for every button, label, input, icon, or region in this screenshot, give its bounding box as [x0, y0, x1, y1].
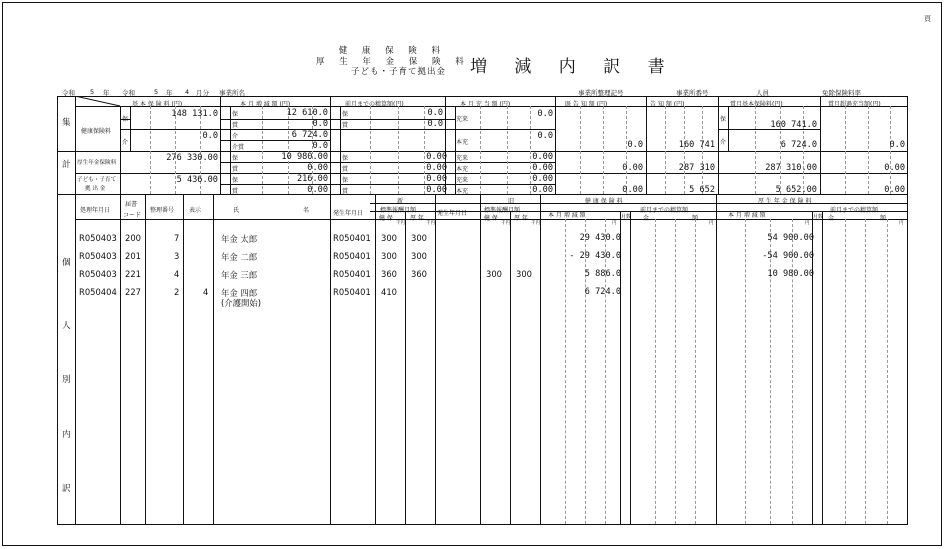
row-health: - 29 430.0 — [569, 251, 621, 261]
hdr-health-month: 月数 — [621, 214, 632, 220]
hdr-occur-date-old: 発生年月日 — [437, 210, 468, 217]
office-code-label: 事業所整理記号 — [578, 89, 624, 97]
row-display: 4 — [203, 287, 209, 297]
hdr-old: 旧 — [508, 198, 515, 205]
health-inc-kaisho: 0.0 — [312, 141, 328, 151]
row-occur: R050401 — [333, 251, 371, 261]
pension-honju-label: 本充 — [456, 166, 469, 173]
pension-inc-ho: 10 980.00 — [281, 152, 328, 162]
hdr-health-prev: 前月までの精算額 — [640, 207, 689, 214]
header-era2: 令和 — [122, 89, 135, 97]
pension-base: 276 330.00 — [166, 153, 218, 163]
hdr-occur-date-new: 発生年月日 — [333, 210, 364, 217]
unit-thousand-4: 千円 — [531, 221, 540, 226]
sidebar-summary-1: 集 — [62, 118, 71, 128]
child-inc-ho-label: 保 — [232, 177, 239, 184]
hdr-kenpo-old: 健 保 — [484, 215, 498, 222]
child-honju-label: 本充 — [456, 188, 469, 195]
child-jyu: 0.00 — [532, 174, 553, 184]
hdr-name-a: 氏 — [233, 207, 240, 214]
row-kosei: 300 — [411, 251, 427, 261]
row-health: 29 430.0 — [579, 233, 621, 243]
hdr-prev-notice: 既 告 知 額 (円) — [565, 101, 608, 108]
pension-bonus: 287 310.00 — [765, 163, 817, 173]
row-kenpo: 300 — [381, 251, 397, 261]
health-prev-sho-label: 賞 — [342, 122, 349, 129]
pension-jyu: 0.00 — [532, 152, 553, 162]
row-kenpo: 360 — [381, 269, 397, 279]
child-inc-ho: 216.00 — [296, 174, 328, 184]
pension-prev-sho: 0.00 — [426, 163, 447, 173]
insurance-type-pension: 厚 生 年 金 保 険 料 — [316, 56, 470, 67]
office-number-label: 事業所番号 — [676, 89, 709, 97]
row-pension: -54 900.00 — [762, 251, 814, 261]
health-bonus-kai: 6 724.0 — [780, 140, 817, 150]
health-jyu: 0.0 — [537, 109, 553, 119]
health-bonus-ho-label: 保 — [720, 116, 727, 123]
health-prev-ho: 0.0 — [427, 108, 443, 118]
sidebar-individual-5: 訳 — [62, 484, 71, 494]
hdr-health-amount-b: 額 — [692, 215, 699, 222]
insurance-types — [316, 46, 470, 78]
sidebar-individual-2: 人 — [62, 321, 71, 331]
child-prev-sho-label: 賞 — [342, 188, 349, 195]
unit-yen-1: 円 — [612, 221, 617, 226]
hdr-kind-code-2: コード — [123, 212, 142, 219]
pension-inc-sho-label: 賞 — [232, 166, 239, 173]
hdr-serial: 整理番号 — [150, 207, 175, 214]
hdr-pension-ins: 厚 生 年 金 保 険 料 — [758, 198, 812, 205]
health-inc-ho-label: 保 — [232, 111, 239, 118]
health-notice: 160 741 — [678, 140, 715, 150]
pension-prev-ho-label: 保 — [342, 155, 349, 162]
pension-jyu-label: 充来 — [456, 155, 469, 162]
child-label-2: 拠 出 金 — [85, 186, 106, 192]
child-inc-sho: 0.00 — [307, 185, 328, 195]
row-occur: R050401 — [333, 233, 371, 243]
row-name-note: (介護開始) — [221, 298, 262, 308]
row-serial: 7 — [174, 233, 180, 243]
child-honju: 0.00 — [532, 185, 553, 195]
hdr-kosei-old: 厚 年 — [514, 215, 528, 222]
health-prev-ho-label: 保 — [342, 111, 349, 118]
health-bonus-kai-label: 介 — [720, 139, 727, 146]
hdr-name-b: 名 — [303, 207, 310, 214]
health-sub-ho: 保 — [122, 116, 129, 123]
child-prev-ho: 0.00 — [426, 174, 447, 184]
office-name-label: 事業所名 — [219, 89, 245, 97]
health-base-ho: 148 131.0 — [171, 109, 218, 119]
pension-prev-ho: 0.00 — [426, 152, 447, 162]
hdr-bonus-base: 賞月基本保険料(円) — [730, 101, 783, 108]
row-name: 年金 二郎 — [221, 252, 258, 262]
child-label-1: 子ども・子育て — [77, 177, 117, 183]
pension-inc-ho-label: 保 — [232, 155, 239, 162]
hdr-pension-monthly: 本 月 増 減 額 — [728, 212, 766, 219]
health-label: 健康保険料 — [81, 128, 112, 135]
row-serial: 4 — [174, 269, 180, 279]
row-kosei: 300 — [411, 233, 427, 243]
health-bonus-ho: 160 741.0 — [770, 120, 817, 130]
unit-thousand-1: 千円 — [396, 221, 405, 226]
health-inc-kai-label: 介 — [232, 133, 239, 140]
pension-honju: 0.00 — [532, 163, 553, 173]
health-exceed: 0.0 — [889, 140, 905, 150]
page-mark: 頁 — [924, 15, 931, 23]
unit-yen-3: 円 — [805, 221, 810, 226]
sidebar-individual-4: 内 — [62, 430, 71, 440]
pension-prev-sho-label: 賞 — [342, 166, 349, 173]
hdr-pension-prev: 前月までの精算額 — [830, 207, 879, 214]
child-jyu-label: 充来 — [456, 177, 469, 184]
hdr-new: 新 — [397, 198, 404, 205]
pension-exceed: 0.00 — [884, 163, 905, 173]
hdr-std-salary-new: 標準報酬月額 — [380, 207, 417, 214]
hdr-prev-settle: 前月までの精算額(円) — [345, 101, 404, 108]
hdr-health-amount-a: 金 — [643, 215, 650, 222]
row-pension: 54 900.00 — [767, 233, 814, 243]
hdr-kenpo-new: 健 保 — [379, 215, 393, 222]
header-val3: 4 — [185, 88, 190, 96]
row-serial: 3 — [174, 251, 180, 261]
sidebar-summary-2: 計 — [62, 160, 71, 170]
row-kosei: 360 — [411, 269, 427, 279]
sidebar-individual-3: 別 — [62, 375, 71, 385]
header-unit2: 年 — [166, 89, 173, 97]
row-code: 221 — [125, 269, 141, 279]
pension-label: 厚生年金保険料 — [77, 160, 117, 166]
child-bonus: 5 652.00 — [775, 185, 817, 195]
header-unit1: 年 — [103, 89, 110, 97]
health-base-kai: 0.0 — [202, 131, 218, 141]
hdr-pension-month: 月数 — [813, 214, 824, 220]
hdr-monthly-change: 本 月 増 減 額 (円) — [240, 101, 291, 108]
header-val1: 5 — [90, 88, 95, 96]
child-inc-sho-label: 賞 — [232, 188, 239, 195]
row-code: 201 — [125, 251, 141, 261]
row-date: R050404 — [79, 287, 117, 297]
child-exceed: 0.00 — [884, 185, 905, 195]
sidebar-individual-1: 個 — [62, 258, 71, 268]
row-occur: R050401 — [333, 269, 371, 279]
header-unit3: 月分 — [196, 89, 209, 97]
health-inc-kaisho-label: 介賞 — [232, 144, 245, 151]
header-era1: 令和 — [62, 89, 75, 97]
insurance-type-health: 健 康 保 険 料 — [338, 46, 446, 56]
exempt-rate-label: 免除保険料率 — [822, 89, 861, 97]
child-prev-ho-label: 保 — [342, 177, 349, 184]
unit-yen-4: 円 — [899, 221, 904, 226]
health-jyu-label: 充来 — [456, 116, 469, 123]
unit-yen-2: 円 — [709, 221, 714, 226]
row-name: 年金 四郎 — [221, 288, 258, 298]
pension-notice: 287 310 — [678, 163, 715, 173]
row-old-kenpo: 300 — [486, 269, 502, 279]
hdr-notice: 告 知 額 (円) — [650, 101, 685, 108]
hdr-kind-code-1: 届書 — [125, 201, 138, 208]
child-prev-sho: 0.00 — [426, 185, 447, 195]
header-val2: 5 — [154, 88, 159, 96]
row-code: 200 — [125, 233, 141, 243]
pension-inc-sho: 0.00 — [307, 163, 328, 173]
row-kenpo: 410 — [381, 287, 397, 297]
row-old-kosei: 300 — [516, 269, 532, 279]
row-name: 年金 三郎 — [221, 270, 258, 280]
health-inc-sho: 0.0 — [312, 119, 328, 129]
unit-thousand-3: 千円 — [501, 221, 510, 226]
row-date: R050403 — [79, 233, 117, 243]
health-honju-label: 本充 — [456, 139, 469, 146]
hdr-health-monthly: 本 月 増 減 額 — [548, 212, 586, 219]
document-title: 増 減 内 訳 書 — [470, 57, 676, 77]
hdr-std-salary-old: 標準報酬月額 — [484, 207, 521, 214]
row-occur: R050401 — [333, 287, 371, 297]
health-prev-sho: 0.0 — [427, 119, 443, 129]
hdr-monthly-alloc: 本 月 充 当 額 (円) — [460, 101, 511, 108]
hdr-display: 表示 — [189, 207, 202, 214]
health-honju: 0.0 — [537, 131, 553, 141]
insurance-type-child: 子ども・子育て拠出金 — [350, 67, 446, 77]
row-serial: 2 — [174, 287, 180, 297]
child-base: 5 436.00 — [176, 175, 218, 185]
hdr-pension-amount-a: 金 — [828, 215, 835, 222]
hdr-bonus-exceed: 賞月超過充当額(円) — [828, 101, 881, 108]
health-prev-notice: 0.0 — [627, 140, 643, 150]
health-inc-kai: 6 724.0 — [291, 130, 328, 140]
row-health: 6 724.0 — [584, 287, 621, 297]
unit-thousand-2: 千円 — [426, 221, 435, 226]
hdr-base-premium: 基 本 保 険 料 (円) — [132, 101, 183, 108]
corner-diagonal — [75, 96, 121, 107]
row-date: R050403 — [79, 269, 117, 279]
row-name: 年金 太郎 — [221, 234, 258, 244]
row-code: 227 — [125, 287, 141, 297]
persons-label: 人員 — [756, 89, 769, 97]
row-date: R050403 — [79, 251, 117, 261]
row-pension: 10 980.00 — [767, 269, 814, 279]
pension-prev-notice: 0.00 — [622, 163, 643, 173]
health-inc-ho: 12 610.0 — [286, 108, 328, 118]
health-sub-kai: 介 — [122, 139, 129, 146]
child-prev-notice: 0.00 — [622, 185, 643, 195]
hdr-kosei-new: 厚 年 — [410, 215, 424, 222]
hdr-health-ins: 健 康 保 険 料 — [585, 198, 623, 205]
row-kenpo: 300 — [381, 233, 397, 243]
hdr-pension-amount-b: 額 — [880, 215, 887, 222]
row-health: 5 886.0 — [584, 269, 621, 279]
child-notice: 5 652 — [689, 185, 715, 195]
hdr-proc-date: 処理年月日 — [80, 207, 111, 214]
health-inc-sho-label: 賞 — [232, 122, 239, 129]
